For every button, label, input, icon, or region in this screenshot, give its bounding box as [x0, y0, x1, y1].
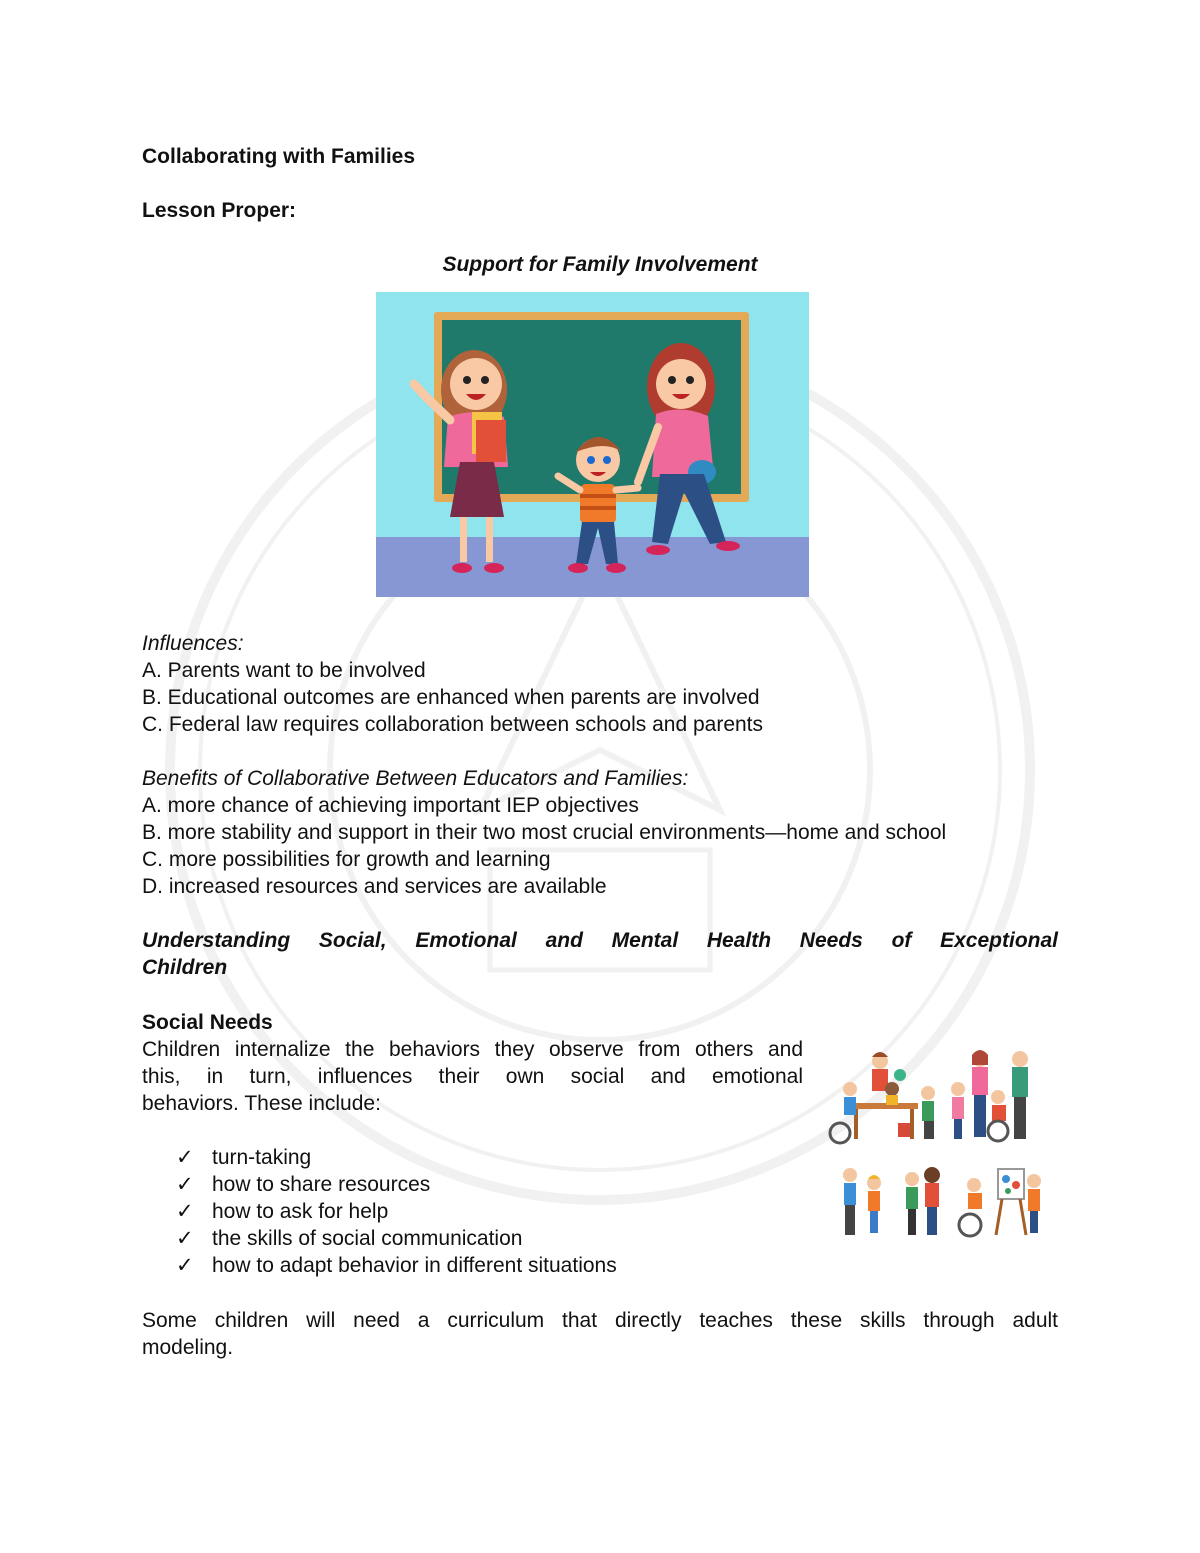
check-icon: ✓ [176, 1146, 194, 1169]
classroom-table-group [830, 1052, 935, 1143]
check-icon: ✓ [176, 1254, 194, 1277]
checklist-item: ✓ how to share resources [176, 1173, 431, 1196]
benefits-heading: Benefits of Collaborative Between Educators and Families: [142, 767, 689, 790]
closing-paragraph-line: modeling. [142, 1336, 234, 1359]
check-icon: ✓ [176, 1200, 194, 1223]
check-icon: ✓ [176, 1227, 194, 1250]
understanding-heading-line2: Children [142, 956, 228, 979]
lesson-label: Lesson Proper: [142, 199, 297, 222]
influence-item: A. Parents want to be involved [142, 659, 426, 682]
checklist-item: ✓ the skills of social communication [176, 1227, 523, 1250]
playing-children-group [843, 1167, 1041, 1236]
influence-item: B. Educational outcomes are enhanced when parents are involved [142, 686, 760, 709]
checklist-item: ✓ how to ask for help [176, 1200, 389, 1223]
social-needs-intro-line: Children internalize the behaviors they observe from others and [142, 1038, 803, 1061]
benefit-item: B. more stability and support in their two most crucial environments—home and school [142, 821, 947, 844]
influences-heading: Influences: [142, 632, 244, 655]
benefit-item: A. more chance of achieving important IEP objectives [142, 794, 639, 817]
family-wheelchair-group [951, 1050, 1028, 1141]
influence-item: C. Federal law requires collaboration between schools and parents [142, 713, 764, 736]
inclusive-children-illustration [828, 1045, 1048, 1245]
benefit-item: D. increased resources and services are available [142, 875, 607, 898]
document-title: Collaborating with Families [142, 145, 416, 168]
social-needs-heading: Social Needs [142, 1011, 273, 1034]
section-title: Support for Family Involvement [442, 253, 758, 276]
checklist-item: ✓ turn-taking [176, 1146, 312, 1169]
benefit-item: C. more possibilities for growth and learning [142, 848, 551, 871]
social-needs-intro-line: this, in turn, influences their own social and emotional [142, 1065, 803, 1088]
social-needs-intro-line: behaviors. These include: [142, 1092, 381, 1115]
classroom-illustration [376, 292, 809, 597]
check-icon: ✓ [176, 1173, 194, 1196]
closing-paragraph-line: Some children will need a curriculum that directly teaches these skills through adult [142, 1309, 1058, 1332]
understanding-heading-line1: Understanding Social, Emotional and Mental Health Needs of Exceptional [142, 929, 1058, 952]
checklist-item: ✓ how to adapt behavior in different situations [176, 1254, 617, 1277]
